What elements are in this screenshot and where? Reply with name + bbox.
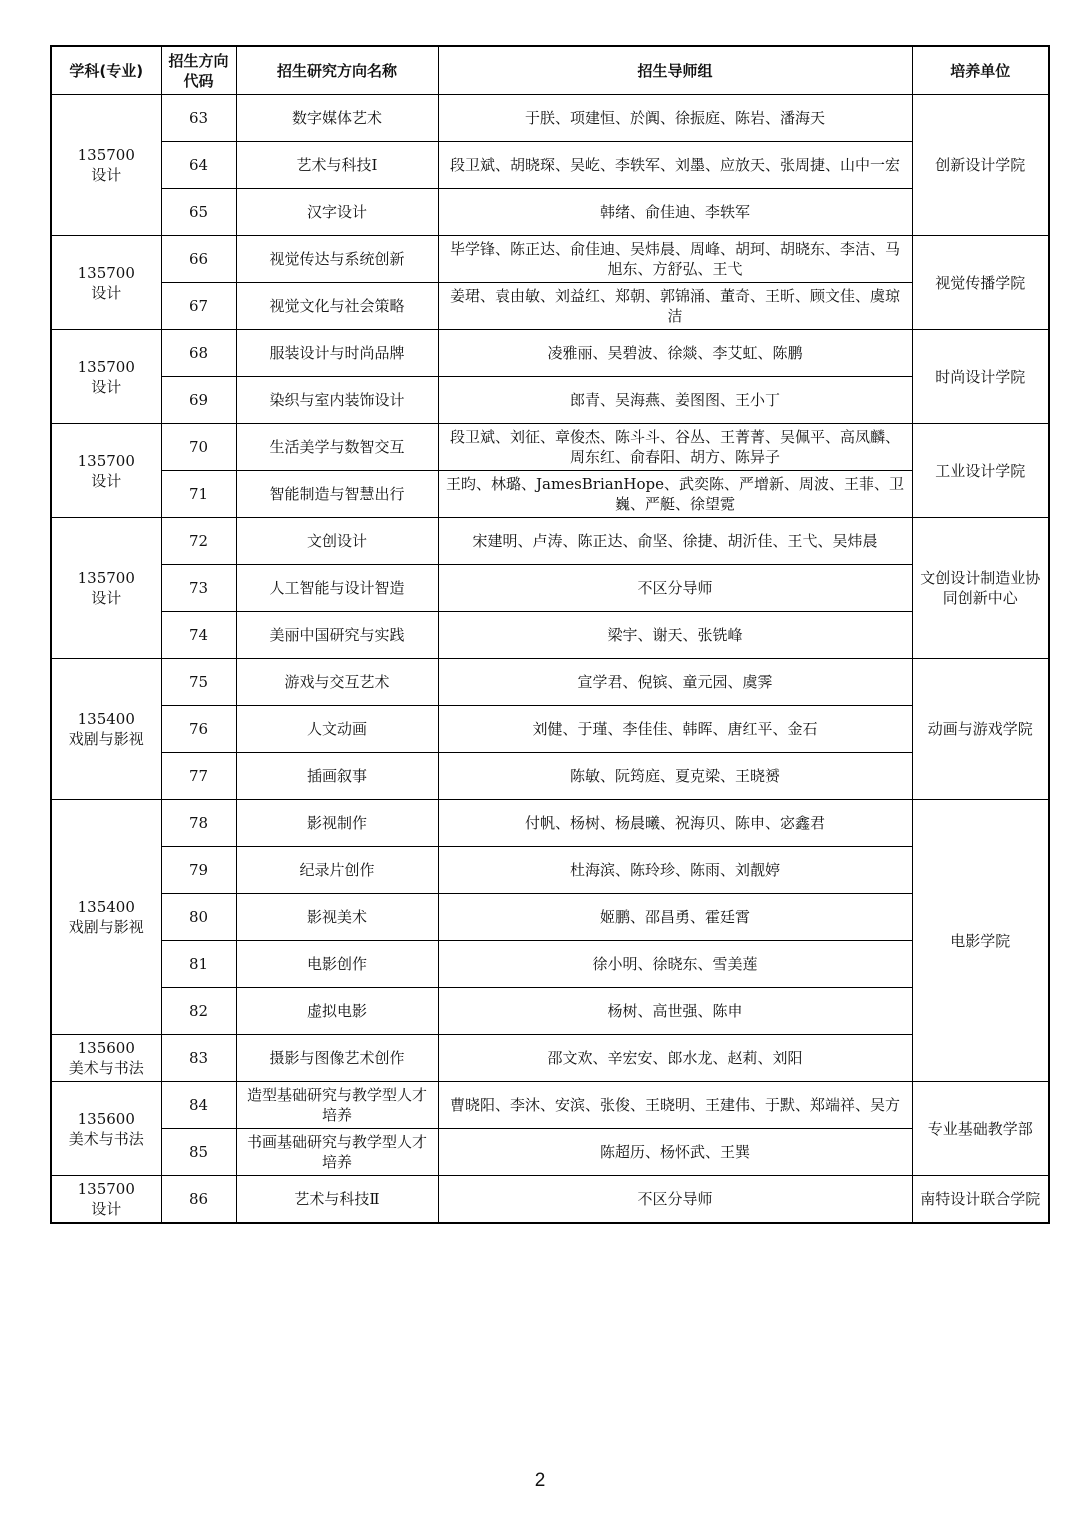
code-cell: 75 — [161, 659, 236, 706]
table-row — [51, 95, 1049, 142]
code-cell: 65 — [161, 189, 236, 236]
direction-cell: 人文动画 — [236, 706, 438, 753]
table-row — [51, 1176, 1049, 1223]
direction-cell: 电影创作 — [236, 941, 438, 988]
advisors-cell: 杜海滨、陈玲珍、陈雨、刘靓婷 — [438, 847, 912, 894]
header-direction: 招生研究方向名称 — [236, 46, 438, 95]
code-cell: 67 — [161, 283, 236, 330]
subject-cell: 135600 美术与书法 — [51, 1035, 161, 1082]
unit-cell: 文创设计制造业协同创新中心 — [912, 518, 1049, 659]
direction-cell: 艺术与科技Ⅰ — [236, 142, 438, 189]
header-unit: 培养单位 — [912, 46, 1049, 95]
direction-cell: 影视制作 — [236, 800, 438, 847]
direction-cell: 摄影与图像艺术创作 — [236, 1035, 438, 1082]
header-code: 招生方向代码 — [161, 46, 236, 95]
table-row — [51, 236, 1049, 283]
table-row — [51, 753, 1049, 800]
code-cell: 84 — [161, 1082, 236, 1129]
table-row — [51, 565, 1049, 612]
subject-cell: 135400 戏剧与影视 — [51, 800, 161, 1035]
subject-cell: 135700 设计 — [51, 95, 161, 236]
advisors-cell: 于朕、项建恒、於阗、徐振庭、陈岩、潘海天 — [438, 95, 912, 142]
advisors-cell: 梁宇、谢天、张铣峰 — [438, 612, 912, 659]
table-row — [51, 1082, 1049, 1129]
direction-cell: 文创设计 — [236, 518, 438, 565]
direction-cell: 插画叙事 — [236, 753, 438, 800]
code-cell: 76 — [161, 706, 236, 753]
table-row — [51, 471, 1049, 518]
direction-cell: 书画基础研究与教学型人才培养 — [236, 1129, 438, 1176]
code-cell: 80 — [161, 894, 236, 941]
table-row — [51, 706, 1049, 753]
code-cell: 66 — [161, 236, 236, 283]
code-cell: 68 — [161, 330, 236, 377]
advisors-cell: 曹晓阳、李沐、安滨、张俊、王晓明、王建伟、于默、郑端祥、吴方 — [438, 1082, 912, 1129]
table-row — [51, 612, 1049, 659]
advisors-cell: 毕学锋、陈正达、俞佳迪、吴炜晨、周峰、胡珂、胡晓东、李洁、马旭东、方舒弘、王弋 — [438, 236, 912, 283]
page-number: 2 — [534, 1470, 546, 1491]
table-body — [51, 95, 1049, 1223]
direction-cell: 视觉传达与系统创新 — [236, 236, 438, 283]
table-row — [51, 330, 1049, 377]
advisors-cell: 徐小明、徐晓东、雪美莲 — [438, 941, 912, 988]
direction-cell: 造型基础研究与教学型人才培养 — [236, 1082, 438, 1129]
advisors-cell: 段卫斌、刘征、章俊杰、陈斗斗、谷丛、王菁菁、吴佩平、高凤麟、周东红、俞春阳、胡方、陈异子 — [438, 424, 912, 471]
direction-cell: 虚拟电影 — [236, 988, 438, 1035]
code-cell: 82 — [161, 988, 236, 1035]
unit-cell: 工业设计学院 — [912, 424, 1049, 518]
direction-cell: 游戏与交互艺术 — [236, 659, 438, 706]
table-row — [51, 941, 1049, 988]
unit-cell: 专业基础教学部 — [912, 1082, 1049, 1176]
code-cell: 85 — [161, 1129, 236, 1176]
advisors-cell: 不区分导师 — [438, 565, 912, 612]
advisors-cell: 凌雅丽、吴碧波、徐燚、李艾虹、陈鹏 — [438, 330, 912, 377]
table-row — [51, 894, 1049, 941]
table-row — [51, 518, 1049, 565]
table-row — [51, 283, 1049, 330]
table-row — [51, 847, 1049, 894]
direction-cell: 数字媒体艺术 — [236, 95, 438, 142]
code-cell: 64 — [161, 142, 236, 189]
direction-cell: 智能制造与智慧出行 — [236, 471, 438, 518]
direction-cell: 美丽中国研究与实践 — [236, 612, 438, 659]
advisors-cell: 韩绪、俞佳迪、李轶军 — [438, 189, 912, 236]
advisors-cell: 不区分导师 — [438, 1176, 912, 1223]
advisors-cell: 杨树、高世强、陈申 — [438, 988, 912, 1035]
direction-cell: 视觉文化与社会策略 — [236, 283, 438, 330]
code-cell: 70 — [161, 424, 236, 471]
direction-cell: 汉字设计 — [236, 189, 438, 236]
admissions-table — [50, 45, 1050, 1224]
subject-cell: 135700 设计 — [51, 236, 161, 330]
table-row — [51, 1035, 1049, 1082]
advisors-cell: 付帆、杨树、杨晨曦、祝海贝、陈申、宓鑫君 — [438, 800, 912, 847]
code-cell: 63 — [161, 95, 236, 142]
advisors-cell: 段卫斌、胡晓琛、吴屹、李轶军、刘墨、应放天、张周捷、山中一宏 — [438, 142, 912, 189]
advisors-cell: 王昀、林璐、JamesBrianHope、武奕陈、严增新、周波、王菲、卫巍、严艇、徐望霓 — [438, 471, 912, 518]
unit-cell: 视觉传播学院 — [912, 236, 1049, 330]
code-cell: 79 — [161, 847, 236, 894]
direction-cell: 艺术与科技Ⅱ — [236, 1176, 438, 1223]
subject-cell: 135700 设计 — [51, 1176, 161, 1223]
table-row — [51, 659, 1049, 706]
subject-cell: 135400 戏剧与影视 — [51, 659, 161, 800]
advisors-cell: 邵文欢、辛宏安、郎水龙、赵莉、刘阳 — [438, 1035, 912, 1082]
direction-cell: 纪录片创作 — [236, 847, 438, 894]
advisors-cell: 姜珺、袁由敏、刘益红、郑朝、郭锦涌、董奇、王昕、顾文佳、虞琼洁 — [438, 283, 912, 330]
advisors-cell: 陈超历、杨怀武、王巽 — [438, 1129, 912, 1176]
table-row — [51, 424, 1049, 471]
header-advisors: 招生导师组 — [438, 46, 912, 95]
unit-cell: 创新设计学院 — [912, 95, 1049, 236]
advisors-cell: 郎青、吴海燕、姜图图、王小丁 — [438, 377, 912, 424]
code-cell: 73 — [161, 565, 236, 612]
unit-cell: 动画与游戏学院 — [912, 659, 1049, 800]
direction-cell: 染织与室内装饰设计 — [236, 377, 438, 424]
code-cell: 78 — [161, 800, 236, 847]
code-cell: 69 — [161, 377, 236, 424]
direction-cell: 影视美术 — [236, 894, 438, 941]
direction-cell: 生活美学与数智交互 — [236, 424, 438, 471]
table-row — [51, 142, 1049, 189]
unit-cell: 时尚设计学院 — [912, 330, 1049, 424]
advisors-cell: 宣学君、倪镔、童元园、虞霁 — [438, 659, 912, 706]
direction-cell: 服装设计与时尚品牌 — [236, 330, 438, 377]
advisors-cell: 陈敏、阮筠庭、夏克梁、王晓赟 — [438, 753, 912, 800]
unit-cell: 南特设计联合学院 — [912, 1176, 1049, 1223]
code-cell: 81 — [161, 941, 236, 988]
table-header-row — [51, 46, 1049, 95]
subject-cell: 135700 设计 — [51, 424, 161, 518]
advisors-cell: 姬鹏、邵昌勇、霍廷霄 — [438, 894, 912, 941]
code-cell: 71 — [161, 471, 236, 518]
table-row — [51, 1129, 1049, 1176]
advisors-cell: 刘健、于瑾、李佳佳、韩晖、唐红平、金石 — [438, 706, 912, 753]
advisors-cell: 宋建明、卢涛、陈正达、俞坚、徐捷、胡沂佳、王弋、吴炜晨 — [438, 518, 912, 565]
direction-cell: 人工智能与设计智造 — [236, 565, 438, 612]
code-cell: 86 — [161, 1176, 236, 1223]
table-row — [51, 988, 1049, 1035]
subject-cell: 135600 美术与书法 — [51, 1082, 161, 1176]
table-row — [51, 189, 1049, 236]
table-row — [51, 377, 1049, 424]
code-cell: 77 — [161, 753, 236, 800]
code-cell: 72 — [161, 518, 236, 565]
subject-cell: 135700 设计 — [51, 330, 161, 424]
unit-cell: 电影学院 — [912, 800, 1049, 1082]
table-row — [51, 800, 1049, 847]
subject-cell: 135700 设计 — [51, 518, 161, 659]
code-cell: 83 — [161, 1035, 236, 1082]
header-subject: 学科(专业) — [51, 46, 161, 95]
code-cell: 74 — [161, 612, 236, 659]
